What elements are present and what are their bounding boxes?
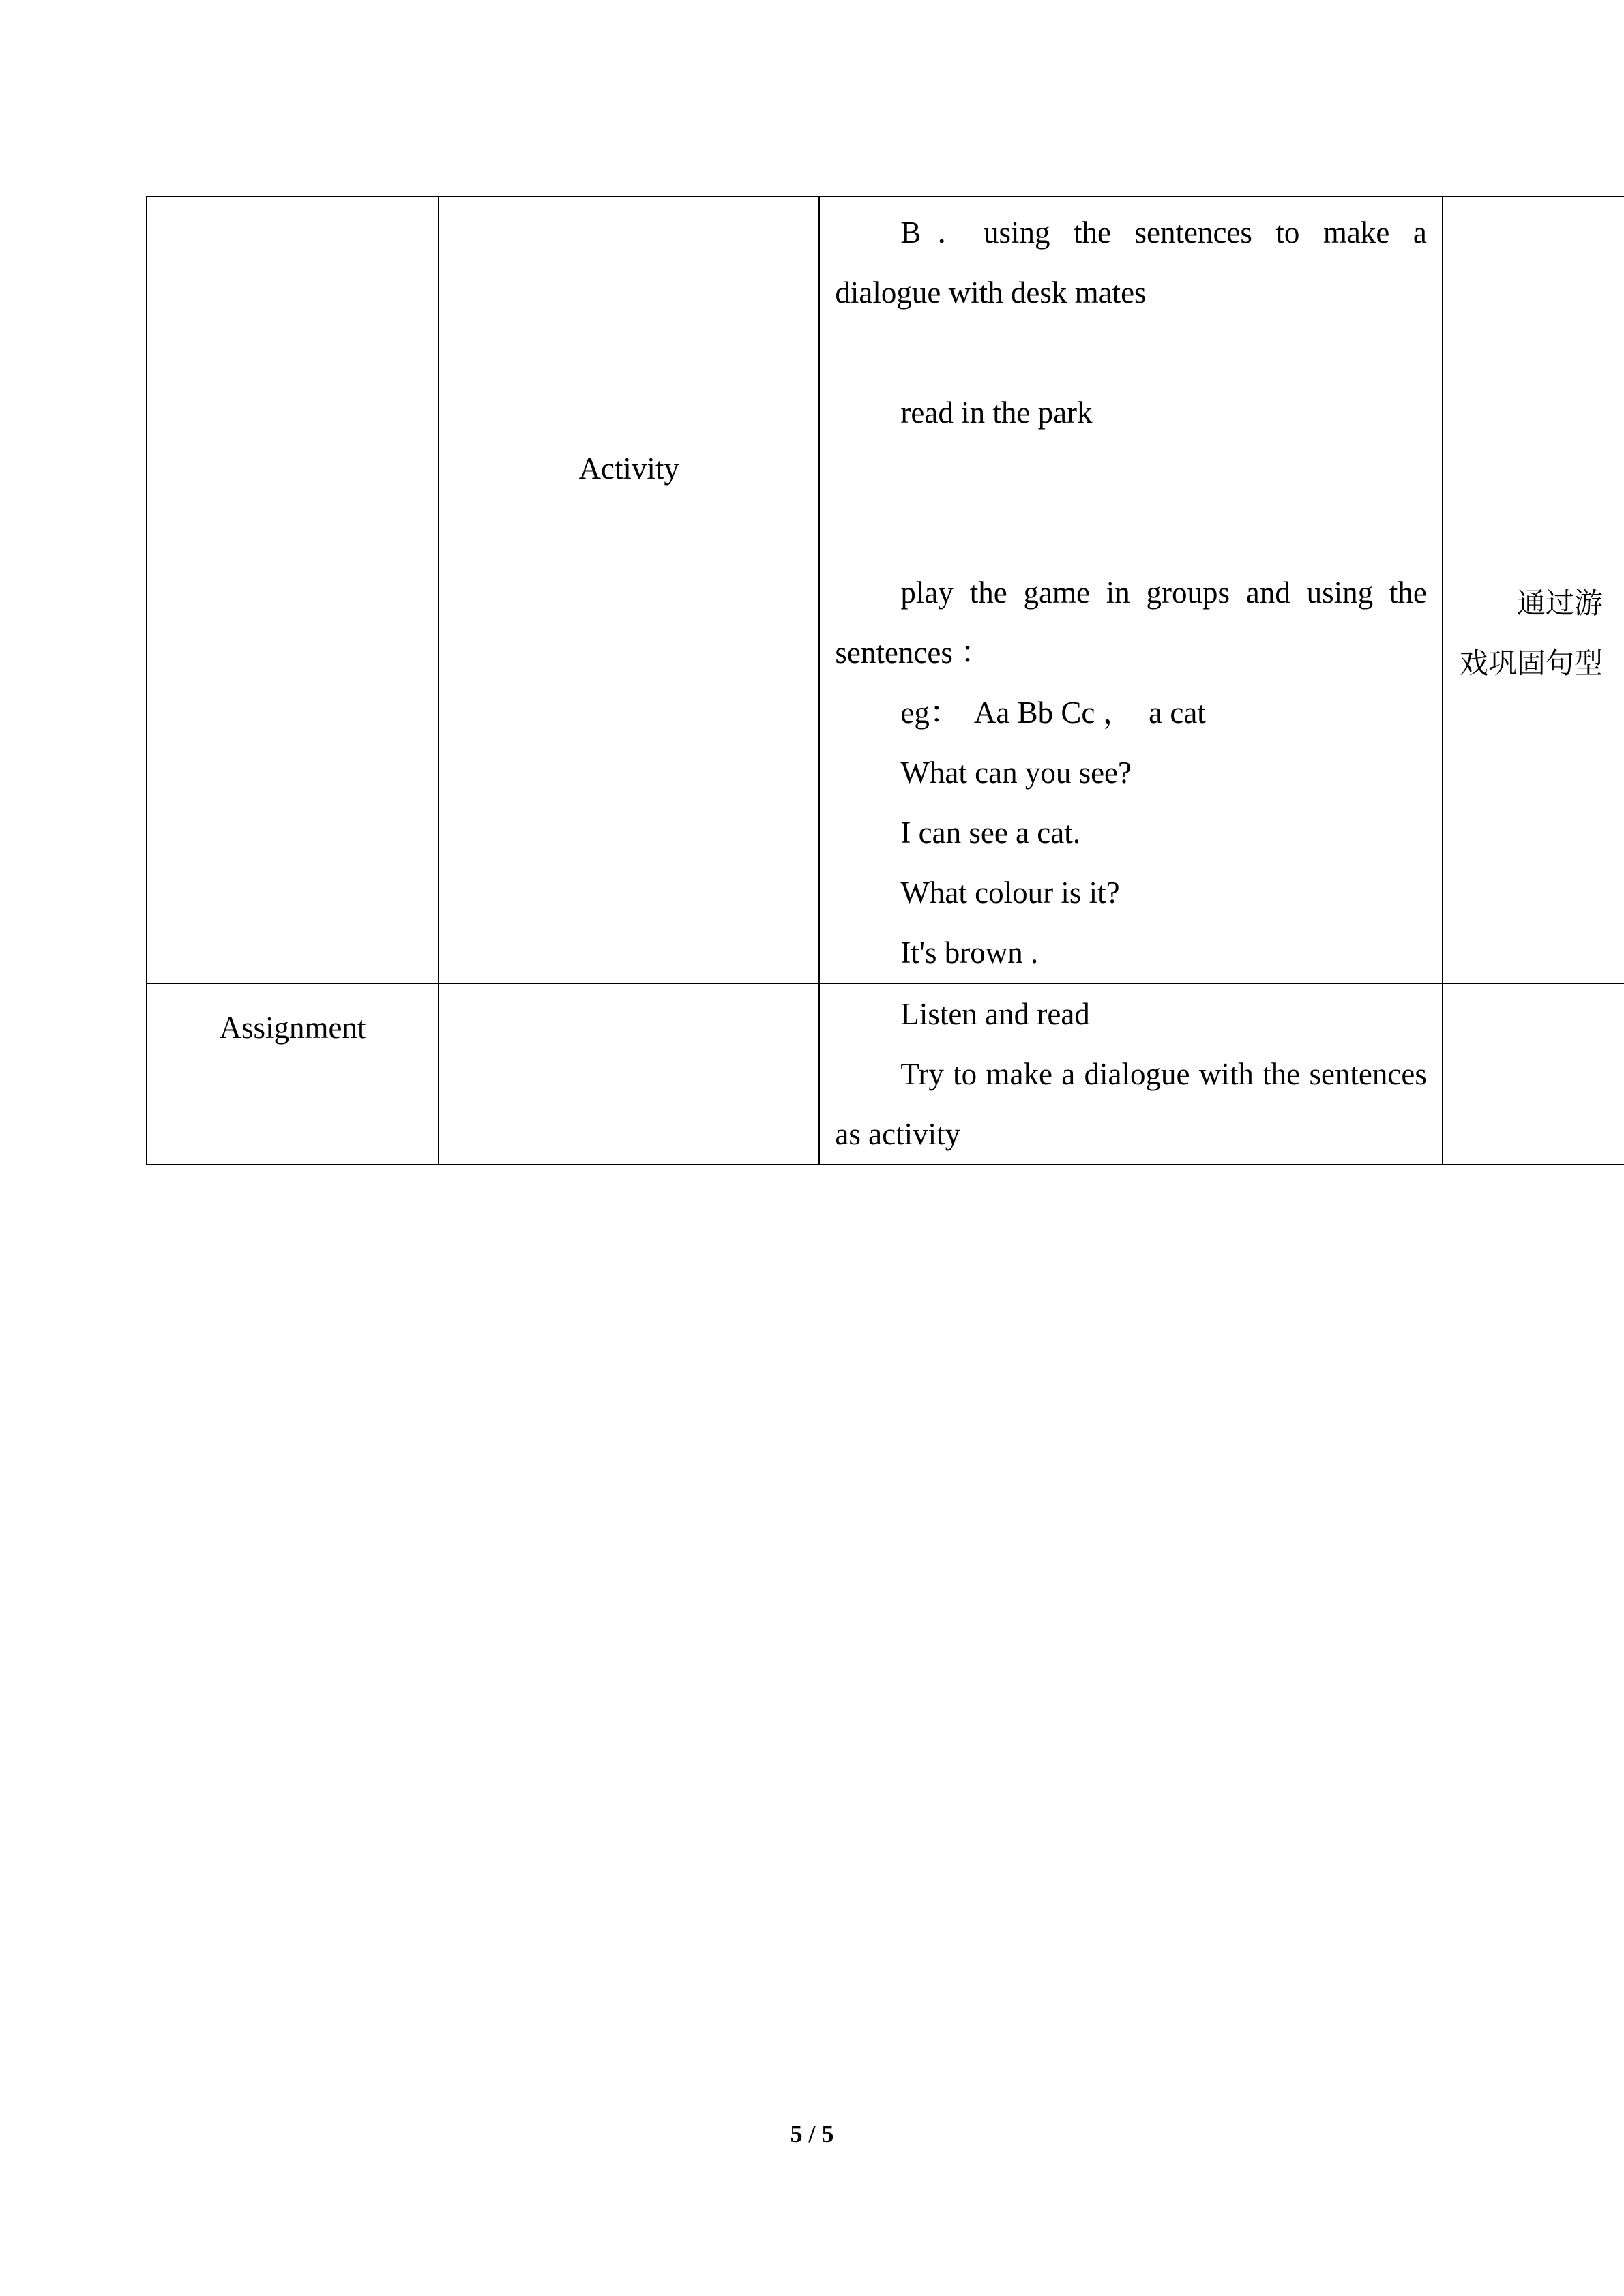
- page-number: 5 / 5: [790, 2120, 834, 2147]
- note-cell: [1443, 196, 1624, 983]
- content-line: Try to make a dialogue with the sentences as activity: [835, 1057, 1427, 1151]
- purpose-note: 通过游戏巩固句型: [1459, 586, 1603, 680]
- activity-label-cell: [439, 196, 819, 983]
- content-line: I can see a cat.: [900, 816, 1080, 850]
- lesson-plan-table: [146, 196, 1624, 1165]
- content-line: Listen and read: [900, 997, 1090, 1031]
- content-line: read in the park: [900, 396, 1093, 430]
- content-line: play the game in groups and using the sentences ：: [835, 576, 1427, 670]
- content-line: It's brown .: [900, 936, 1039, 970]
- assignment-note-cell: [1443, 983, 1624, 1165]
- table-row: [147, 983, 1624, 1165]
- assignment-content-cell: [819, 983, 1442, 1165]
- assignment-activity-cell: [439, 983, 819, 1165]
- stage-cell: [147, 196, 439, 983]
- table-row: [147, 196, 1624, 983]
- content-line: B．using the sentences to make a dialogue with desk mates: [835, 215, 1427, 310]
- content-line: What colour is it?: [900, 876, 1120, 910]
- activity-label: Activity: [578, 451, 679, 486]
- content-line: eg： Aa Bb Cc ， a cat: [900, 696, 1206, 730]
- assignment-label: Assignment: [219, 1011, 366, 1045]
- activity-content-cell: [819, 196, 1442, 983]
- assignment-label-cell: [147, 983, 439, 1165]
- content-line: What can you see?: [900, 756, 1132, 790]
